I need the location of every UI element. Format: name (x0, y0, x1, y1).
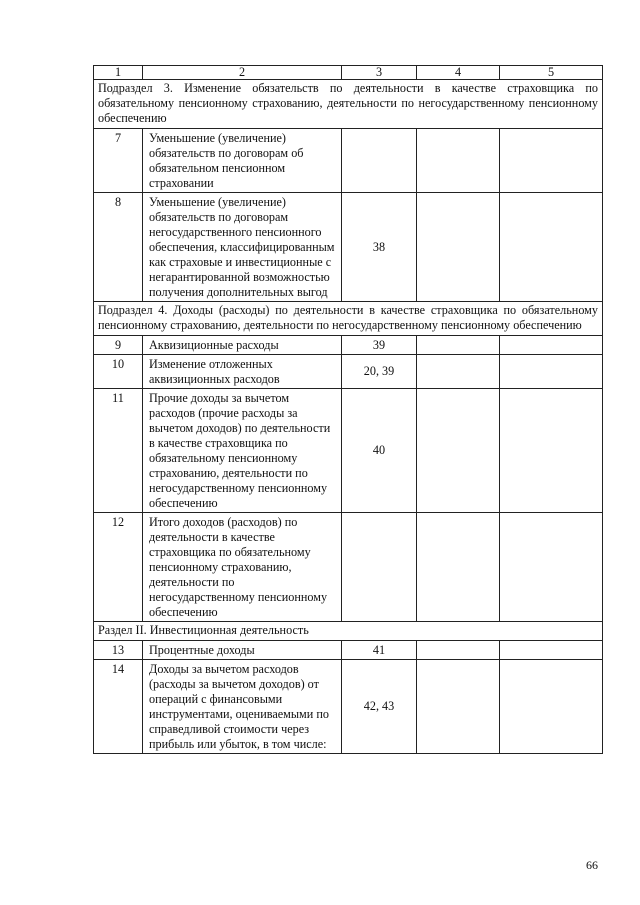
row-number: 8 (94, 193, 143, 302)
column-number-4: 4 (417, 66, 500, 80)
row-note-reference: 20, 39 (342, 355, 417, 389)
row-description: Процентные доходы (143, 641, 342, 660)
row-note-reference (342, 513, 417, 622)
row-previous-period (500, 355, 603, 389)
report-table (93, 65, 603, 754)
row-note-reference: 38 (342, 193, 417, 302)
page-number: 66 (586, 858, 598, 872)
row-current-period (417, 336, 500, 355)
column-number-2: 2 (143, 66, 342, 80)
table-row (94, 129, 603, 193)
row-previous-period (500, 193, 603, 302)
column-number-3: 3 (342, 66, 417, 80)
row-number: 9 (94, 336, 143, 355)
row-current-period (417, 660, 500, 754)
table-row (94, 193, 603, 302)
row-note-reference: 41 (342, 641, 417, 660)
row-description: Уменьшение (увеличение) обязательств по договорам об обязательном пенсионном страховании (143, 129, 342, 193)
row-description: Аквизиционные расходы (143, 336, 342, 355)
column-number-1: 1 (94, 66, 143, 80)
row-number: 11 (94, 389, 143, 513)
row-description: Доходы за вычетом расходов (расходы за вычетом доходов) от операций с финансовыми инструментами, оцениваемыми по справедливой стоимости через прибыль или убыток, в том числе: (143, 660, 342, 754)
row-previous-period (500, 513, 603, 622)
row-number: 12 (94, 513, 143, 622)
row-number: 14 (94, 660, 143, 754)
row-current-period (417, 513, 500, 622)
row-current-period (417, 641, 500, 660)
table-row (94, 336, 603, 355)
row-description: Уменьшение (увеличение) обязательств по договорам негосударственного пенсионного обеспечения, классифицированным как страховые и инвестиционные с негарантированной возможностью получения дополнительных выгод (143, 193, 342, 302)
row-number: 7 (94, 129, 143, 193)
row-description: Итого доходов (расходов) по деятельности в качестве страховщика по обязательному пенсионному страхованию, деятельности по негосударственному пенсионному обеспечению (143, 513, 342, 622)
section-row (94, 302, 603, 336)
subsection-3-title: Подраздел 3. Изменение обязательств по деятельности в качестве страховщика по обязательному пенсионному страхованию, деятельности по негосударственному пенсионному обеспечению (94, 80, 603, 129)
row-previous-period (500, 660, 603, 754)
subsection-4-title: Подраздел 4. Доходы (расходы) по деятельности в качестве страховщика по обязательному пенсионному страхованию, деятельности по негосударственному пенсионному обеспечению (94, 302, 603, 336)
column-number-5: 5 (500, 66, 603, 80)
row-description: Изменение отложенных аквизиционных расходов (143, 355, 342, 389)
table-row (94, 513, 603, 622)
row-previous-period (500, 336, 603, 355)
row-previous-period (500, 389, 603, 513)
row-note-reference: 39 (342, 336, 417, 355)
row-number: 13 (94, 641, 143, 660)
row-current-period (417, 389, 500, 513)
row-current-period (417, 129, 500, 193)
row-current-period (417, 193, 500, 302)
row-note-reference (342, 129, 417, 193)
section-2-title: Раздел II. Инвестиционная деятельность (94, 622, 603, 641)
row-previous-period (500, 641, 603, 660)
row-description: Прочие доходы за вычетом расходов (прочие расходы за вычетом доходов) по деятельности в качестве страховщика по обязательному пенсионному страхованию, деятельности по негосударственному пенсионному обеспечению (143, 389, 342, 513)
table-row (94, 389, 603, 513)
row-previous-period (500, 129, 603, 193)
table-row (94, 641, 603, 660)
row-note-reference: 40 (342, 389, 417, 513)
table-row (94, 355, 603, 389)
row-number: 10 (94, 355, 143, 389)
section-row (94, 80, 603, 129)
column-number-header-row (94, 66, 603, 80)
row-current-period (417, 355, 500, 389)
row-note-reference: 42, 43 (342, 660, 417, 754)
table-row (94, 660, 603, 754)
section-row (94, 622, 603, 641)
